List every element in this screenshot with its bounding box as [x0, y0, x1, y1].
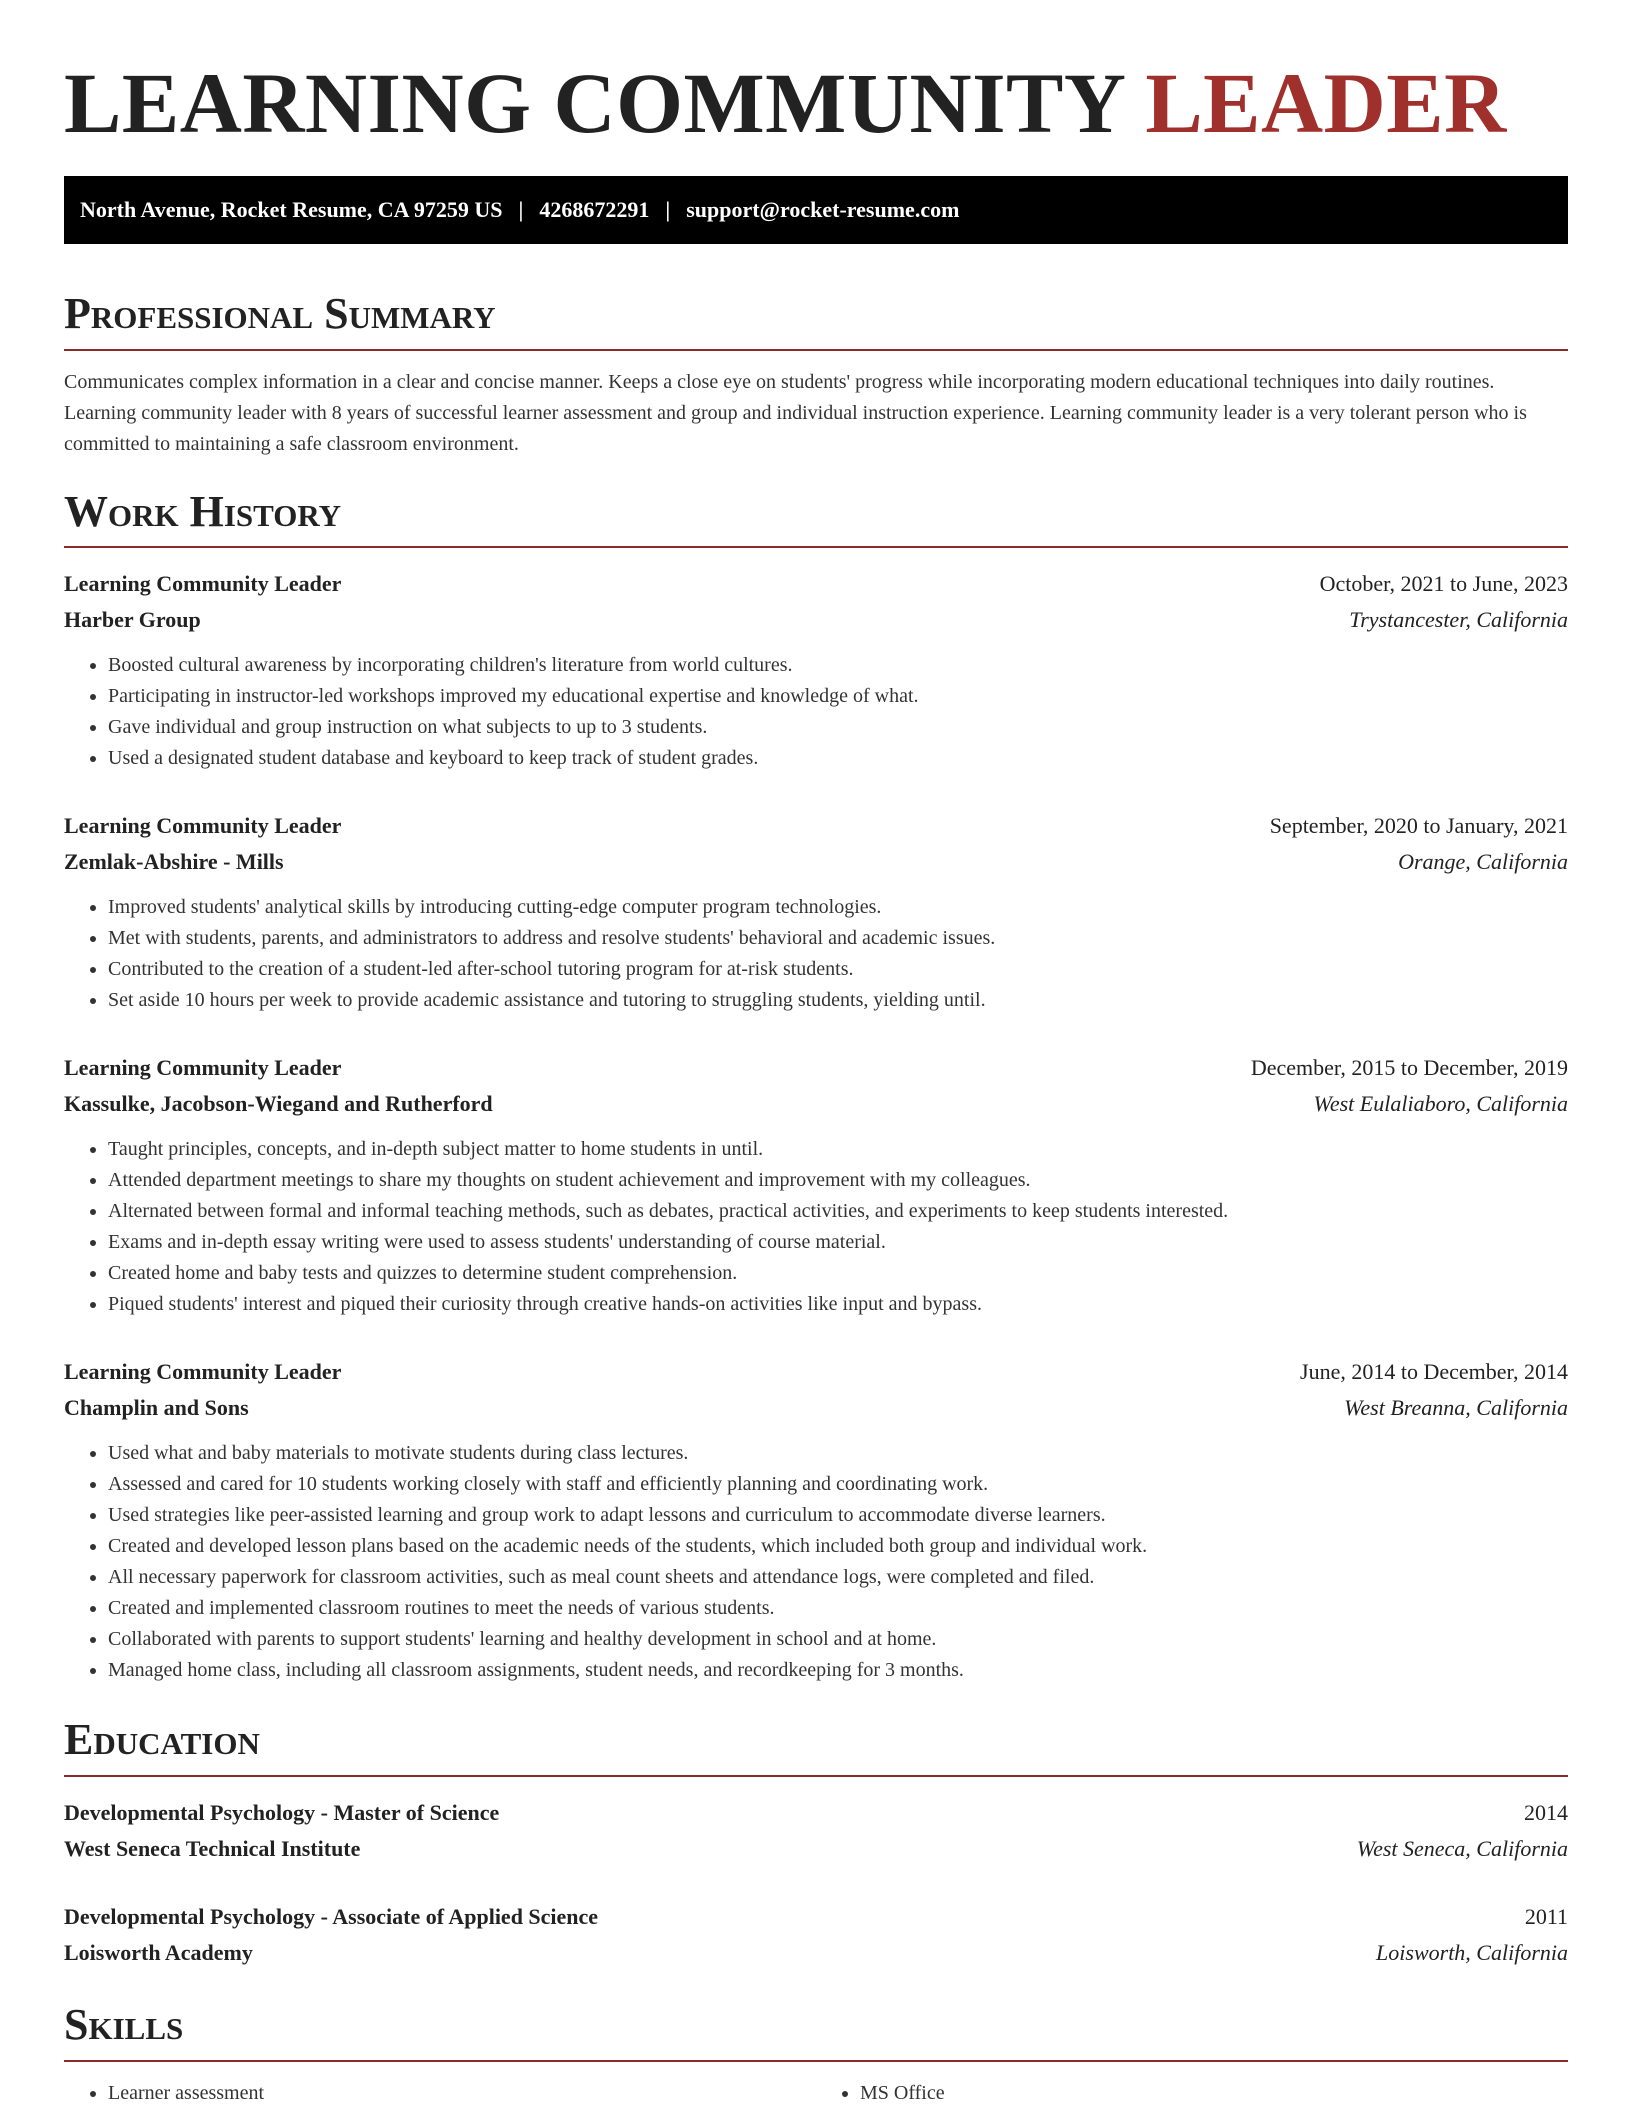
job-company-row: [64, 1086, 1568, 1122]
job-bullet: • Improved students' analytical skills by introducing cutting-edge computer program technologies.: [108, 892, 1568, 923]
job-dates: December, 2015 to December, 2019: [1250, 1055, 1568, 1081]
job-entry: [64, 808, 1568, 1016]
section-divider: [64, 1775, 1568, 1777]
job-bullet: • Used strategies like peer-assisted learning and group work to adapt lessons and curriculum to accommodate diverse learners.: [108, 1500, 1568, 1531]
job-dates: September, 2020 to January, 2021: [1269, 813, 1568, 839]
job-title: Learning Community Leader: [64, 1359, 342, 1385]
education-entry: [64, 1899, 1568, 1971]
job-dates: October, 2021 to June, 2023: [1319, 571, 1568, 597]
job-entry: [64, 1050, 1568, 1320]
education-section: [64, 1714, 1568, 1971]
job-company-row: [64, 1390, 1568, 1426]
job-bullet: • All necessary paperwork for classroom activities, such as meal count sheets and attendance logs, were completed and filed.: [108, 1562, 1568, 1593]
skills-columns: [64, 2078, 1568, 2109]
education-degree-row: [64, 1899, 1568, 1935]
section-heading-work-history: Work History: [64, 486, 342, 536]
job-bullet: • Alternated between formal and informal teaching methods, such as debates, practical activities, and experiments to keep students interested.: [108, 1196, 1568, 1227]
section-heading-education: Education: [64, 1715, 260, 1765]
job-bullet: • Boosted cultural awareness by incorporating children's literature from world cultures.: [108, 650, 1568, 681]
contact-address: North Avenue, Rocket Resume, CA 97259 US: [80, 196, 503, 222]
education-year: 2014: [1524, 1800, 1568, 1826]
job-company: Harber Group: [64, 607, 201, 633]
job-entry: [64, 1354, 1568, 1686]
education-school-row: [64, 1935, 1568, 1971]
job-bullets: [64, 892, 1568, 1016]
skills-list-left: [64, 2078, 816, 2109]
resume-title: [64, 54, 1568, 153]
job-bullet: • Exams and in-depth essay writing were used to assess students' understanding of course material.: [108, 1227, 1568, 1258]
job-bullet: • Created and implemented classroom routines to meet the needs of various students.: [108, 1593, 1568, 1624]
job-location: West Breanna, California: [1344, 1395, 1568, 1421]
section-divider: [64, 349, 1568, 351]
job-bullet: • Taught principles, concepts, and in-depth subject matter to home students in until.: [108, 1134, 1568, 1165]
job-title: Learning Community Leader: [64, 571, 342, 597]
job-location: West Eulaliaboro, California: [1313, 1091, 1568, 1117]
education-school: Loisworth Academy: [64, 1940, 253, 1966]
job-bullet: • Gave individual and group instruction on what subjects to up to 3 students.: [108, 712, 1568, 743]
section-divider: [64, 546, 1568, 548]
skills-list-right: [816, 2078, 1568, 2109]
title-main: LEARNING COMMUNITY: [64, 55, 1124, 151]
education-degree: Developmental Psychology - Master of Science: [64, 1800, 500, 1826]
job-company: Zemlak-Abshire - Mills: [64, 849, 284, 875]
contact-phone: 4268672291: [539, 196, 650, 222]
job-location: Trystancester, California: [1349, 607, 1568, 633]
job-dates: June, 2014 to December, 2014: [1300, 1359, 1568, 1385]
job-header-row: [64, 566, 1568, 602]
summary-section: [64, 288, 1568, 460]
title-accent: LEADER: [1145, 55, 1507, 151]
section-heading-summary: Professional Summary: [64, 288, 496, 338]
contact-email: support@rocket-resume.com: [686, 196, 960, 222]
job-bullet: • Used what and baby materials to motivate students during class lectures.: [108, 1438, 1568, 1469]
job-bullets: [64, 1438, 1568, 1686]
job-entry: [64, 566, 1568, 774]
education-school: West Seneca Technical Institute: [64, 1836, 361, 1862]
education-location: West Seneca, California: [1356, 1836, 1568, 1862]
job-bullet: • Used a designated student database and keyboard to keep track of student grades.: [108, 743, 1568, 774]
job-bullets: [64, 650, 1568, 774]
job-bullet: • Piqued students' interest and piqued their curiosity through creative hands-on activities like input and bypass.: [108, 1289, 1568, 1320]
job-bullet: • Participating in instructor-led workshops improved my educational expertise and knowledge of what.: [108, 681, 1568, 712]
section-heading-skills: Skills: [64, 2000, 184, 2050]
education-year: 2011: [1524, 1904, 1568, 1930]
contact-separator: |: [665, 196, 671, 222]
job-company-row: [64, 602, 1568, 638]
work-history-section: [64, 486, 1568, 1687]
section-divider: [64, 2060, 1568, 2062]
resume-content: [64, 0, 1568, 2109]
education-degree: Developmental Psychology - Associate of Applied Science: [64, 1904, 599, 1930]
job-header-row: [64, 1354, 1568, 1390]
job-bullet: • Managed home class, including all classroom assignments, student needs, and recordkeeping for 3 months.: [108, 1655, 1568, 1686]
job-company-row: [64, 844, 1568, 880]
job-location: Orange, California: [1398, 849, 1568, 875]
job-bullet: • Contributed to the creation of a student-led after-school tutoring program for at-risk students.: [108, 954, 1568, 985]
job-bullet: • Attended department meetings to share my thoughts on student achievement and improvement with my colleagues.: [108, 1165, 1568, 1196]
education-entry: [64, 1795, 1568, 1867]
job-bullet: • Created home and baby tests and quizzes to determine student comprehension.: [108, 1258, 1568, 1289]
job-bullet: • Set aside 10 hours per week to provide academic assistance and tutoring to struggling students, yielding until.: [108, 985, 1568, 1016]
job-title: Learning Community Leader: [64, 1055, 342, 1081]
job-bullet: • Created and developed lesson plans based on the academic needs of the students, which included both group and individual work.: [108, 1531, 1568, 1562]
job-bullets: [64, 1134, 1568, 1320]
job-title: Learning Community Leader: [64, 813, 342, 839]
job-bullet: • Assessed and cared for 10 students working closely with staff and efficiently planning and coordinating work.: [108, 1469, 1568, 1500]
job-header-row: [64, 1050, 1568, 1086]
education-location: Loisworth, California: [1376, 1940, 1568, 1966]
job-company: Kassulke, Jacobson-Wiegand and Rutherford: [64, 1091, 493, 1117]
job-header-row: [64, 808, 1568, 844]
job-company: Champlin and Sons: [64, 1395, 249, 1421]
education-degree-row: [64, 1795, 1568, 1831]
skill-item: • MS Office: [860, 2078, 1568, 2109]
contact-bar: [64, 176, 1568, 244]
job-bullet: • Met with students, parents, and administrators to address and resolve students' behavioral and academic issues.: [108, 923, 1568, 954]
skill-item: • Learner assessment: [108, 2078, 816, 2109]
summary-text: Communicates complex information in a clear and concise manner. Keeps a close eye on students' progress while incorporating modern educational techniques into daily routines. Learning community leader with 8 years of successful learner assessment and group and individual instruction experience. Learning community leader is a very tolerant person who is committed to maintaining a safe classroom environment.: [64, 370, 1527, 455]
job-bullet: • Collaborated with parents to support students' learning and healthy development in school and at home.: [108, 1624, 1568, 1655]
contact-separator: |: [518, 196, 524, 222]
skills-section: [64, 1999, 1568, 2109]
education-school-row: [64, 1831, 1568, 1867]
